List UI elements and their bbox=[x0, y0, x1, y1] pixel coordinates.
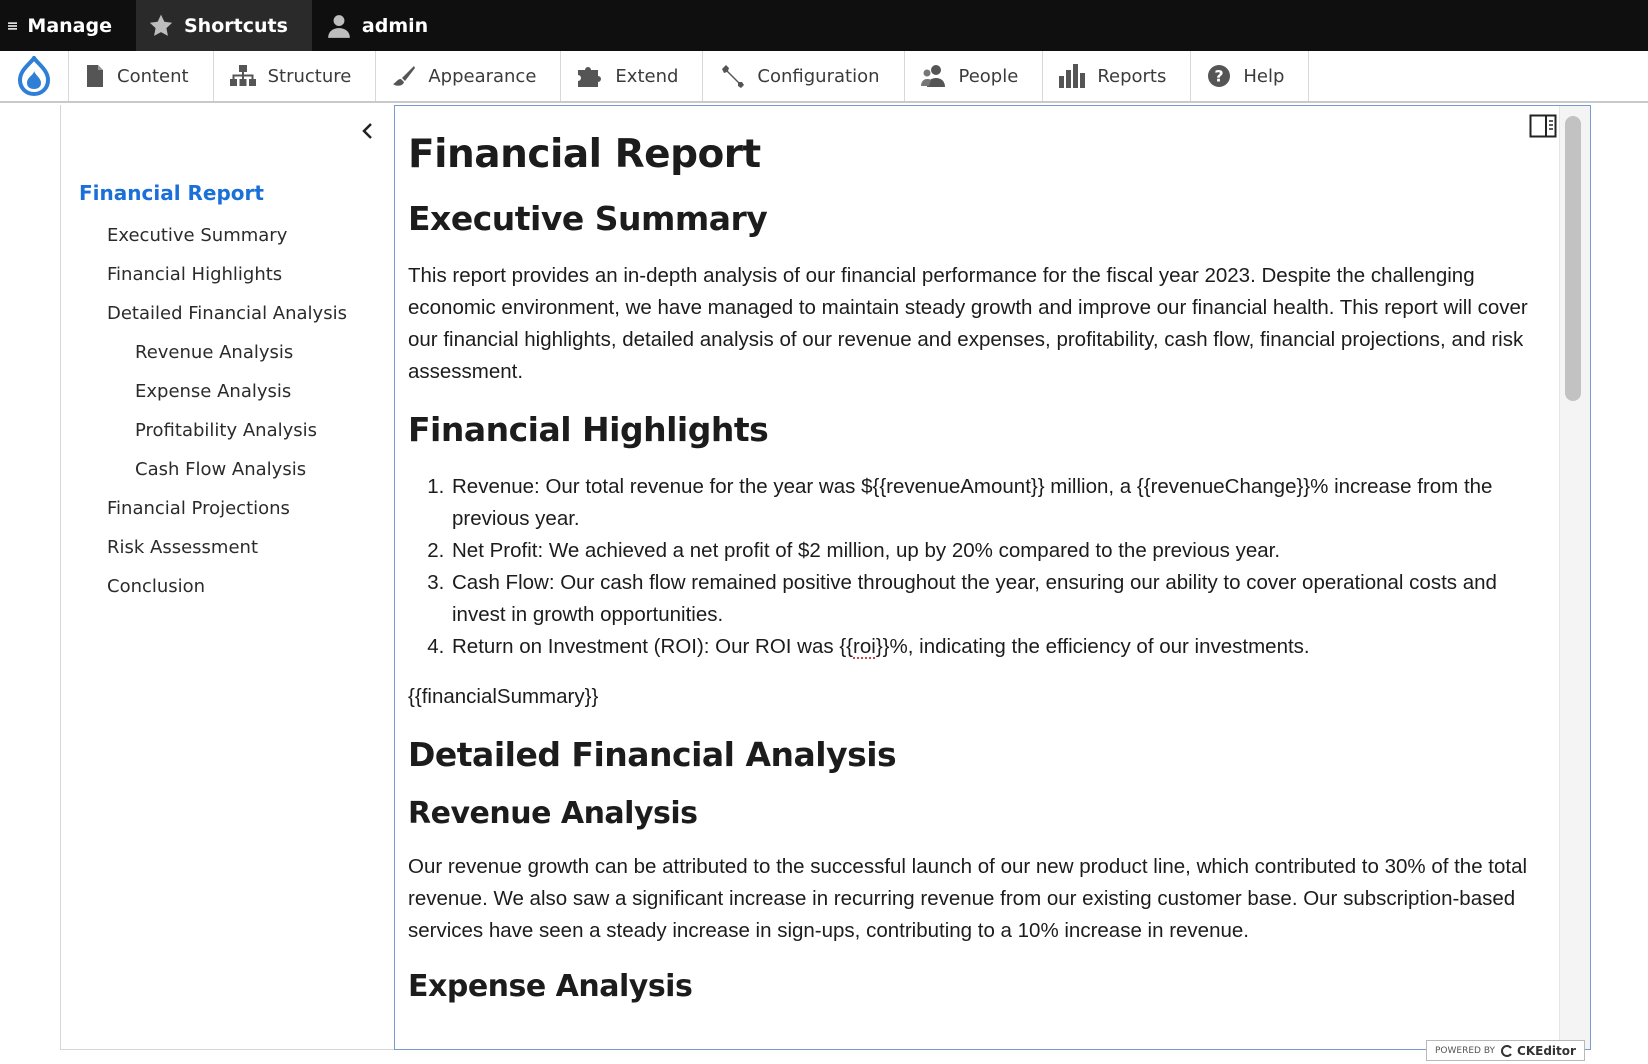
outline-item-risk-assessment[interactable]: Risk Assessment bbox=[107, 537, 259, 558]
people-icon bbox=[921, 64, 947, 88]
menu-appearance[interactable] bbox=[376, 51, 561, 101]
shortcuts-label: Shortcuts bbox=[184, 14, 288, 37]
outline-item-cash-flow-analysis[interactable]: Cash Flow Analysis bbox=[135, 459, 307, 480]
drupal-drop-icon bbox=[17, 56, 51, 96]
menu-help-label: Help bbox=[1243, 65, 1285, 87]
sidebar-panel-icon bbox=[1529, 114, 1557, 138]
file-icon bbox=[85, 64, 105, 88]
highlights-list bbox=[408, 471, 1533, 663]
roi-suffix: }}%, indicating the efficiency of our investments. bbox=[875, 635, 1310, 658]
executive-summary-text: This report provides an in-depth analysis of our financial performance for the fiscal year 2023. Despite the challenging economic environment, we have managed to maintain steady growth and improve our financial health. This report will cover our financial highlights, detailed analysis of our revenue and expenses, profitability, cash flow, financial projections, and risk assessment. bbox=[408, 264, 1528, 383]
menu-help[interactable] bbox=[1191, 51, 1309, 101]
menu-extend[interactable] bbox=[561, 51, 703, 101]
outline-item-executive-summary[interactable]: Executive Summary bbox=[107, 225, 288, 246]
user-label: admin bbox=[361, 14, 429, 37]
hamburger-icon bbox=[8, 15, 17, 37]
roi-prefix: Return on Investment (ROI): Our ROI was {{ bbox=[452, 635, 854, 658]
rich-text-editor[interactable] bbox=[394, 105, 1591, 1050]
admin-menu bbox=[0, 51, 1648, 103]
list-item bbox=[450, 631, 1533, 663]
doc-title: Financial Report bbox=[408, 132, 761, 177]
menu-configuration-label: Configuration bbox=[757, 65, 880, 87]
menu-reports[interactable] bbox=[1043, 51, 1191, 101]
outline-item-financial-projections[interactable]: Financial Projections bbox=[107, 498, 290, 519]
financial-summary-placeholder: {{financialSummary}} bbox=[408, 685, 599, 708]
wrench-icon bbox=[719, 63, 745, 89]
manage-button[interactable] bbox=[0, 0, 136, 51]
menu-extend-label: Extend bbox=[615, 65, 679, 87]
puzzle-icon bbox=[577, 64, 603, 88]
heading-revenue-analysis: Revenue Analysis bbox=[408, 796, 698, 831]
outline-item-conclusion[interactable]: Conclusion bbox=[107, 576, 206, 597]
drupal-logo[interactable] bbox=[0, 51, 69, 101]
outline-item-detailed-financial-analysis[interactable]: Detailed Financial Analysis bbox=[107, 303, 347, 324]
menu-people[interactable] bbox=[905, 51, 1044, 101]
bar-chart-icon bbox=[1059, 64, 1085, 88]
ckeditor-brand: CKEditor bbox=[1517, 1043, 1576, 1058]
top-toolbar bbox=[0, 0, 1648, 51]
manage-label: Manage bbox=[27, 14, 112, 37]
chevron-left-icon bbox=[361, 122, 373, 140]
heading-detailed-financial-analysis: Detailed Financial Analysis bbox=[408, 735, 897, 774]
collapse-outline-button[interactable] bbox=[357, 119, 377, 143]
menu-reports-label: Reports bbox=[1097, 65, 1167, 87]
user-button[interactable] bbox=[312, 0, 452, 51]
star-icon bbox=[148, 13, 174, 39]
paintbrush-icon bbox=[392, 64, 416, 88]
document-outline bbox=[60, 105, 394, 1050]
list-item: 3. Cash Flow: Our cash flow remained positive throughout the year, ensuring our ability to cover operational costs and invest in growth opportunities. bbox=[450, 567, 1533, 631]
user-icon bbox=[326, 13, 352, 39]
menu-content-label: Content bbox=[117, 65, 189, 87]
help-icon bbox=[1207, 64, 1231, 88]
revenue-analysis-text: Our revenue growth can be attributed to the successful launch of our new product line, which contributed to 30% of the total revenue. We also saw a significant increase in recurring revenue from our existing customer base. Our subscription-based services have seen a steady increase in sign-ups, contributing to a 10% increase in revenue. bbox=[408, 855, 1528, 942]
sitemap-icon bbox=[230, 65, 256, 87]
outline-item-financial-highlights[interactable]: Financial Highlights bbox=[107, 264, 283, 285]
menu-configuration[interactable] bbox=[703, 51, 904, 101]
toggle-sidebar-button[interactable] bbox=[1529, 114, 1557, 138]
outline-item-expense-analysis[interactable]: Expense Analysis bbox=[135, 381, 292, 402]
spellcheck-word[interactable]: roi bbox=[853, 635, 876, 658]
heading-executive-summary: Executive Summary bbox=[408, 199, 768, 238]
menu-structure-label: Structure bbox=[267, 65, 352, 87]
outline-item-financial-report[interactable]: Financial Report bbox=[79, 181, 264, 205]
list-item: 2. Net Profit: We achieved a net profit of $2 million, up by 20% compared to the previous year. bbox=[450, 535, 1533, 567]
ckeditor-logo-icon bbox=[1501, 1045, 1513, 1057]
menu-people-label: People bbox=[958, 65, 1019, 87]
svg-text:?: ? bbox=[1214, 66, 1224, 86]
menu-appearance-label: Appearance bbox=[428, 65, 537, 87]
shortcuts-button[interactable] bbox=[136, 0, 312, 51]
menu-content[interactable] bbox=[69, 51, 214, 101]
powered-by-badge[interactable] bbox=[1426, 1040, 1585, 1061]
outline-item-profitability-analysis[interactable]: Profitability Analysis bbox=[135, 420, 318, 441]
scrollbar-thumb[interactable] bbox=[1565, 116, 1581, 401]
menu-structure[interactable] bbox=[214, 51, 377, 101]
heading-expense-analysis: Expense Analysis bbox=[408, 969, 693, 1004]
outline-list bbox=[79, 181, 347, 615]
powered-by-label: POWERED BY bbox=[1435, 1045, 1496, 1056]
outline-item-revenue-analysis[interactable]: Revenue Analysis bbox=[135, 342, 294, 363]
editor-content[interactable] bbox=[408, 132, 1533, 1024]
heading-financial-highlights: Financial Highlights bbox=[408, 410, 769, 449]
list-item: 1. Revenue: Our total revenue for the year was ${{revenueAmount}} million, a {{revenueChange}}% increase from the previous year. bbox=[450, 471, 1533, 535]
